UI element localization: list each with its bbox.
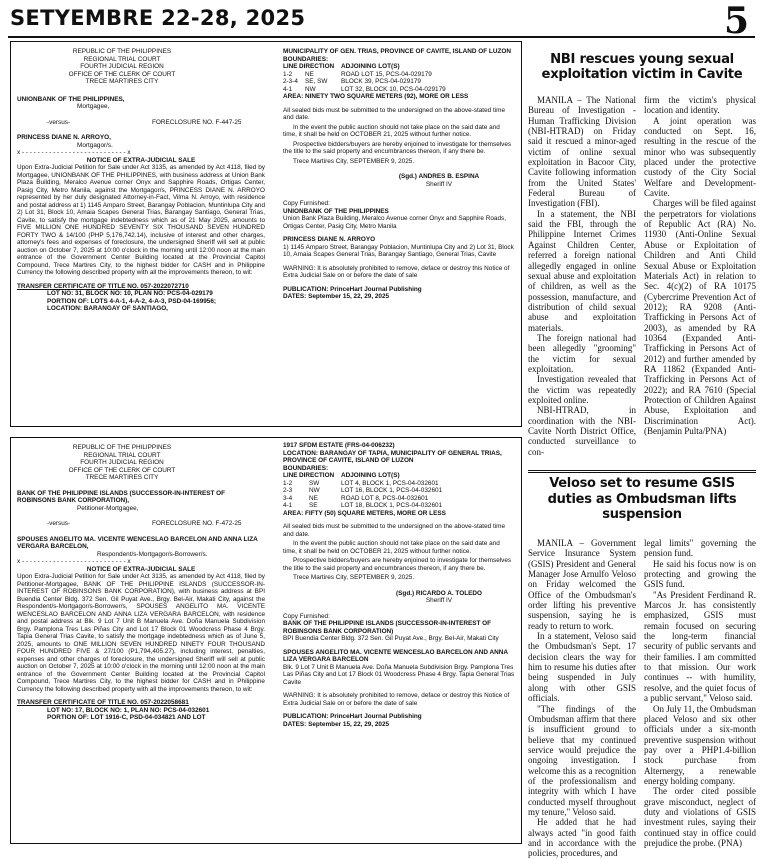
article-paragraph: The foreign national had been allegedly "grooming" the victim for sexual exploitation. (528, 332, 636, 374)
place-date: Trece Martires City, SEPTEMBER 9, 2025. (293, 574, 415, 581)
defendant-role: Mortgagor/s. (77, 141, 113, 149)
reschedule-paragraph: In the event the public auction should not take place on the said date and time, it shall be held on OCTOBER 21, 2025 without further notice. (283, 123, 500, 138)
article-paragraph: In a statement, Veloso said the Ombudsman's Sept. 17 decision clears the way for him to resume his duties after being suspended in July along with other GSIS officials. (528, 631, 636, 704)
cf1-address: Union Bank Plaza Building, Meralco Avenue corner Onyx and Sapphire Roads, Ortigas Center, Pasig City, Metro Manila (283, 215, 506, 230)
municipality: MUNICIPALITY OF GEN. TRIAS, PROVINCE OF CAVITE, ISLAND OF LUZON (283, 48, 511, 55)
article-paragraph: NBI-HTRAD, in coordination with the NBI- Cavite North District Office, conducted surveillance to con- (528, 405, 636, 457)
notice1-right-column (283, 48, 515, 301)
boundaries-label: BOUNDARIES: (283, 464, 329, 472)
article-paragraph: MANILA – The National Bureau of Investigation - Human Trafficking Division (NBI-HTRAD) on Friday said it rescued a minor-aged victim of online sexual exploitation in Bacoor City, Cavite following information from the United States' Federal Bureau of Investigation (FBI). (528, 95, 636, 209)
versus: -versus- (47, 118, 71, 126)
publication: PUBLICATION: PrinceHart Journal Publishing (283, 713, 422, 720)
portion: PORTION OF: LOTS 4-A-1, 4-A-2, 4-A-3, PSD-04-169956; (47, 297, 217, 305)
defendant-role: Respondent/s-Mortgagor/s-Borrower/s. (97, 550, 208, 558)
estate: 1917 SFDM ESTATE (FRS-04-006232) (283, 442, 395, 449)
sheriff-title: Sheriff IV (425, 180, 453, 188)
area: AREA: NINETY TWO SQUARE METERS (92), MORE OR LESS (283, 93, 469, 100)
copy-furnished-label: Copy Furnished: (283, 200, 330, 207)
cf1-name: UNIONBANK OF THE PHILIPPINES (283, 207, 389, 215)
article-headline: NBI rescues young sexual exploitation victim in Cavite (541, 52, 743, 82)
article-paragraph: He said his focus now is on protecting and growing the GSIS fund. (644, 558, 756, 590)
notice-body: Upon Extra-Judicial Petition for Sale under Act 3135, as amended by Act 4118, filed by Petitioner-Mortgagee, BANK OF THE PHILIPPINE ISLANDS (SUCCESSOR-IN-INTEREST OF ROBINSONS BANK CORPORATION), with business address at BPI Buendia Center Bldg. 372 Sen. Gil Puyat Ave., Brgy. Bel-Air, Makati City, against the Respondent/s-Mortgagor/s-Borrower/s, SPOUSES ANGELITO MA. VICENTE WENCESLAO BARCELON AND ANNA LIZA VERGARA BARCELON, with residence and postal address at Blk. 9 Lot 7 Unit B Manuela Ave. Doña Manuela Subdivision Brgy. Pamplona Tres Las Piñas City and Lot 17 Block 01 Woodcress Phase 4 Brgy. Tapia General Trias Cavite, to satisfy the mortgage indebtedness which as of June 5, 2025, amounts to ONE MILLION SEVEN HUNDRED NINETY FOUR THOUSAND FOUR HUNDRED FIVE & 27/100 (P1,794,405.27), including interest, penalties, expenses and other charges of foreclosure, the undersigned Sheriff will sell at public auction on October 7, 2025 at 10:00 o'clock in the morning until 12:00 noon at the main entrance of the Government Center Building located at the Provincial Capitol Compound, Trece Martires City, to the highest bidder for CASH and in Philippine Currency the following described property with all the improvements thereon, to wit: (17, 573, 265, 693)
plaintiff-role: Petitioner-Mortgagee, (77, 504, 139, 512)
cf1-name: BANK OF THE PHILIPPINE ISLANDS (SUCCESSOR-IN-INTEREST OF ROBINSONS BANK CORPORATION) (283, 620, 492, 635)
location: LOCATION: BARANGAY OF TAPIA, MUNICIPALITY OF GENERAL TRIAS, PROVINCE OF CAVITE, ISLAND OF LUZON (283, 449, 502, 464)
plaintiff-role: Mortgagee, (77, 103, 110, 110)
article1-column-1 (528, 95, 636, 466)
article2-column-1 (528, 538, 636, 859)
notice-body: Upon Extra-Judicial Petition for Sale under Act 3135, as amended by Act 4118, filed by Mortgagee, UNIONBANK OF THE PHILIPPINES, with business address at Union Bank Plaza Building, Meralco Avenue corner Onyx and Sapphire Roads, Ortigas Center, Pasig City, Metro Manila, against the Mortgagor/s, PRINCESS DIANE N. ARROYO represented by her duly designated Attorney-in-Fact, Vilma N. Arroyo, with residence and postal address at 1) 1145 Amparo Street, Barangay Poblacion, Muntinlupa City and 2) Lot 31, Block 10, Amaia Scapes General Trias, Barangay Santiago, General Trias, Cavite, to satisfy the mortgage indebtedness which as of 21 May 2025, amounts to FIVE MILLION ONE HUNDRED SEVENTY SIX THOUSAND SEVEN HUNDRED FORTY TWO & 14/100 (PHP 5,176,742.14), inclusive of interest and other charges, attorney's fees and expenses of foreclosure, the undersigned Sheriff will sell at public auction on October 7, 2025 at 10:00 o'clock in the morning until 12:00 noon at the main entrance of the Government Center Building located at the Provincial Capitol Compound, Trece Martires City, to the highest bidder for CASH and in Philippine Currency the following described property with all the improvements thereon, to wit: (17, 164, 265, 276)
area: AREA: FIFTY (50) SQUARE METERS, MORE OR LESS (283, 509, 446, 517)
notice2-right-column (283, 442, 515, 728)
defendant: SPOUSES ANGELITO MA. VICENTE WENCESLAO BARCELON AND ANNA LIZA VERGARA BARCELON, (17, 535, 258, 550)
tct-number: TRANSFER CERTIFICATE OF TITLE NO. 057-2022072710 (17, 282, 189, 290)
defendant: PRINCESS DIANE N. ARROYO, (17, 134, 111, 141)
bidders-paragraph: Prospective bidders/buyers are hereby enjoined to investigate for themselves the title to the said property and encumbrances thereon, if any there be. (283, 140, 512, 155)
article-paragraph: MANILA – Government Service Insurance System (GSIS) President and General Manager Jose Arnulfo Veloso on Friday welcomed the Office of the Ombudsman's order lifting his preventive suspension, saying he is ready to return to work. (528, 538, 636, 631)
boundaries-table: LINE DIRECTION ADJOINING LOT(S) 1-2 NE ROAD LOT 15, PCS-04-029179 2-3-4 SE, SW BLOCK 39, PCS-04-029179 4-1 NW LOT 32, BLOCK 10, PCS-04-029179 (283, 63, 515, 93)
boundary-row: 2-3-4 SE, SW BLOCK 39, PCS-04-029179 (283, 78, 421, 85)
boundary-row: 4-1 SE LOT 18, BLOCK 1, PCS-04-032601 (283, 502, 443, 509)
issue-date: SETYEMBRE 22-28, 2025 (10, 6, 306, 30)
boundary-row: 4-1 NW LOT 32, BLOCK 10, PCS-04-029179 (283, 85, 446, 93)
boundary-row: 2-3 NW LOT 16, BLOCK 1, PCS-04-032601 (283, 487, 443, 494)
article-separator (528, 470, 756, 473)
cf2-name: SPOUSES ANGELITO MA. VICENTE WENCESLAO BARCELON AND ANNA LIZA VERGARA BARCELON (283, 648, 508, 663)
notice-title: NOTICE OF EXTRA-JUDICIAL SALE (86, 565, 196, 573)
plaintiff: UNIONBANK OF THE PHILIPPINES, (17, 95, 125, 103)
article1-column-2 (644, 95, 756, 466)
bids-paragraph: All sealed bids must be submitted to the undersigned on the above-stated time and date. (283, 106, 506, 121)
location: LOCATION: BARANGAY OF SANTIAGO, (47, 305, 168, 312)
article-paragraph: A joint operation was conducted on Sept. 16, resulting in the rescue of the minor who was subsequently placed under the protective custody of the City Social Welfare and Development-Cavite. (644, 115, 756, 199)
sheriff-name: (Sgd.) ANDRES B. ESPINA (398, 173, 480, 180)
boundary-row: 1-2 NE ROAD LOT 15, PCS-04-029179 (283, 70, 432, 78)
article-paragraph: On July 11, the Ombudsman placed Veloso and six other officials under a six-month preventive suspension without pay over a PHP1.4-billion stock purchase from Alternergy, a renewable energy holding company. (644, 703, 756, 786)
portion: PORTION OF: LOT 1916-C, PSD-04-034821 AND LOT (47, 714, 206, 721)
notice2-left-column (17, 444, 265, 722)
lot-number: LOT NO: 17, BLOCK NO: 1, PLAN NO: PCS-04-032601 (47, 706, 210, 714)
sheriff-name: (Sgd.) RICARDO A. TOLEDO (396, 589, 482, 597)
article-paragraph: The order cited possible grave misconduct, neglect of duty and violations of GSIS investment rules, saying their continued stay in office could prejudice the probe. (PNA) (644, 786, 756, 848)
header-rule (8, 36, 755, 38)
place-date: Trece Martires City, SEPTEMBER 9, 2025. (293, 157, 415, 165)
warning: WARNING: It is absolutely prohibited to remove, deface or destroy this Notice of Extra Judicial Sale on or before the date of sale (283, 692, 510, 707)
article-paragraph: firm the victim's physical location and identity. (644, 95, 756, 116)
sheriff-title: Sheriff IV (425, 597, 453, 604)
article-paragraph: legal limits" governing the pension fund. (644, 538, 756, 559)
tct-number: TRANSFER CERTIFICATE OF TITLE NO. 057-2022058681 (17, 699, 189, 706)
article-paragraph: He added that he had always acted "in good faith and in accordance with the policies, procedures, and (528, 817, 636, 859)
legal-notice-bpi (10, 437, 522, 844)
notice1-left-column (17, 48, 265, 313)
case-number: FORECLOSURE NO. F-447-25 (152, 118, 242, 126)
court-heading: REPUBLIC OF THE PHILIPPINES REGIONAL TRIAL COURT FOURTH JUDICIAL REGION OFFICE OF THE CLERK OF COURT TRECE MARTIRES CITY (68, 444, 176, 481)
lot-number: LOT NO: 31, BLOCK NO: 10, PLAN NO: PCS-04-029179 (47, 290, 213, 297)
bidders-paragraph: Prospective bidders/buyers are hereby enjoined to investigate for themselves the title to the said property and encumbrances thereon, if any there be. (283, 557, 512, 572)
reschedule-paragraph: In the event the public auction should not take place on the said date and time, it shall be held on OCTOBER 21, 2025 without further notice. (283, 540, 500, 555)
notice-title: NOTICE OF EXTRA-JUDICIAL SALE (86, 156, 196, 164)
bids-paragraph: All sealed bids must be submitted to the undersigned on the above-stated time and date. (283, 523, 506, 538)
warning: WARNING: It is absolutely prohibited to remove, deface or destroy this Notice of Extra Judicial Sale on or before the date of sale (283, 264, 510, 279)
article-paragraph: Charges will be filed against the perpetrators for violations of Republic Act (RA) No. 11930 (Anti-Online Sexual Abuse or Exploitation of Children and Anti Child Sexual Abuse or Exploitation Materials Act) in relation to Sec. 4(c)(2) of RA 10175 (Cybercrime Prevention Act of 2012); RA 9208 (Anti-Trafficking in Persons Act of 2003), as amended by RA 10364 (Expanded Anti-Trafficking in Persons Act of 2012) and further amended by RA 11862 (Expanded Anti-Trafficking in Persons Act of 2022); and RA 7610 (Special Protection of Children Against Abuse, Exploitation and Discrimination Act). (Benjamin Pulta/PNA) (644, 198, 756, 436)
article2-column-2 (644, 538, 756, 848)
cf1-address: BPI Buendia Center Bldg. 372 Sen. Gil Puyat Ave., Brgy. Bel-Air, Makati City (283, 635, 499, 642)
divider: x - - - - - - - - - - - - - - - - - - - - - - - - - - - x (17, 149, 131, 156)
versus: -versus- (47, 520, 71, 527)
cf2-name: PRINCESS DIANE N. ARROYO (283, 236, 376, 243)
boundary-row: 1-2 SW LOT 4, BLOCK 1, PCS-04-032601 (283, 479, 439, 487)
article-paragraph: In a statement, the NBI said the FBI, through the Philippine Internet Crimes Against Children Center, referred a foreign national allegedly engaged in online sexual abuse and exploitation of children, as well as the possession, manufacture, and distribution of child sexual abuse and exploitation materials. (528, 208, 636, 333)
article-paragraph: "The findings of the Ombudsman affirm that there is insufficient ground to believe that my continued service would prejudice the ongoing investigation. I welcome this as a recognition of the professionalism and integrity with which I have conducted myself throughout my tenure," Veloso said. (528, 703, 636, 817)
boundaries-label: BOUNDARIES: (283, 55, 329, 63)
article-headline: Veloso set to resume GSIS duties as Ombudsman lifts suspension (547, 476, 737, 522)
boundaries-table: LINE DIRECTION ADJOINING LOT(S) 1-2 SW LOT 4, BLOCK 1, PCS-04-032601 2-3 NW LOT 16, BLOCK 1, PCS-04-032601 3-4 NE ROAD LOT 8, PCS-04-032601 4-1 SE LOT 18, BLOCK 1, PCS-04-032601 (283, 472, 515, 510)
publication-dates: DATES: September 15, 22, 29, 2025 (283, 293, 390, 300)
boundary-row: 3-4 NE ROAD LOT 8, PCS-04-032601 (283, 494, 429, 502)
legal-notice-unionbank (10, 41, 522, 427)
page-number: 5 (723, 0, 749, 42)
divider: x - - - - - - - - - - - - - - - - - - - - - - - - - - - x (17, 558, 131, 565)
plaintiff: BANK OF THE PHILIPPINE ISLANDS (SUCCESSOR-IN-INTEREST OF ROBINSONS BANK CORPORATION), (17, 489, 226, 504)
article-paragraph: "As President Ferdinand R. Marcos Jr. has consistently emphasized, GSIS must remain focused on securing the long-term financial security of public servants and their families. I am committed to that mission. Our work continues -- with humility, resolve, and the quiet focus of a public servant," Veloso said. (644, 589, 756, 704)
copy-furnished-label: Copy Furnished: (283, 612, 330, 620)
cf2-address: 1) 1145 Amparo Street, Barangay Poblacion, Muntinlupa City and 2) Lot 31, Block 10, Amaia Scapes General Trias, Barangay Santiago, General Trias, Cavite (283, 243, 514, 258)
article-veloso-gsis (528, 476, 756, 536)
cf2-address: Blk. 9 Lot 7 Unit B Manuela Ave. Doña Manuela Subdivision Brgy. Pamplona Tres Las Piñas City and Lot 17 Block 01 Woodcress Phase 4 Brgy. Tapia General Trias Cavite (283, 663, 515, 686)
case-number: FORECLOSURE NO. F-472-25 (152, 520, 242, 527)
article-paragraph: Investigation revealed that the victim was repeatedly exploited online. (528, 374, 636, 405)
publication-dates: DATES: September 15, 22, 29, 2025 (283, 720, 390, 728)
court-heading: REPUBLIC OF THE PHILIPPINES REGIONAL TRIAL COURT FOURTH JUDICIAL REGION OFFICE OF THE CLERK OF COURT TRECE MARTIRES CITY (68, 48, 176, 85)
publication: PUBLICATION: PrinceHart Journal Publishing (283, 285, 422, 293)
